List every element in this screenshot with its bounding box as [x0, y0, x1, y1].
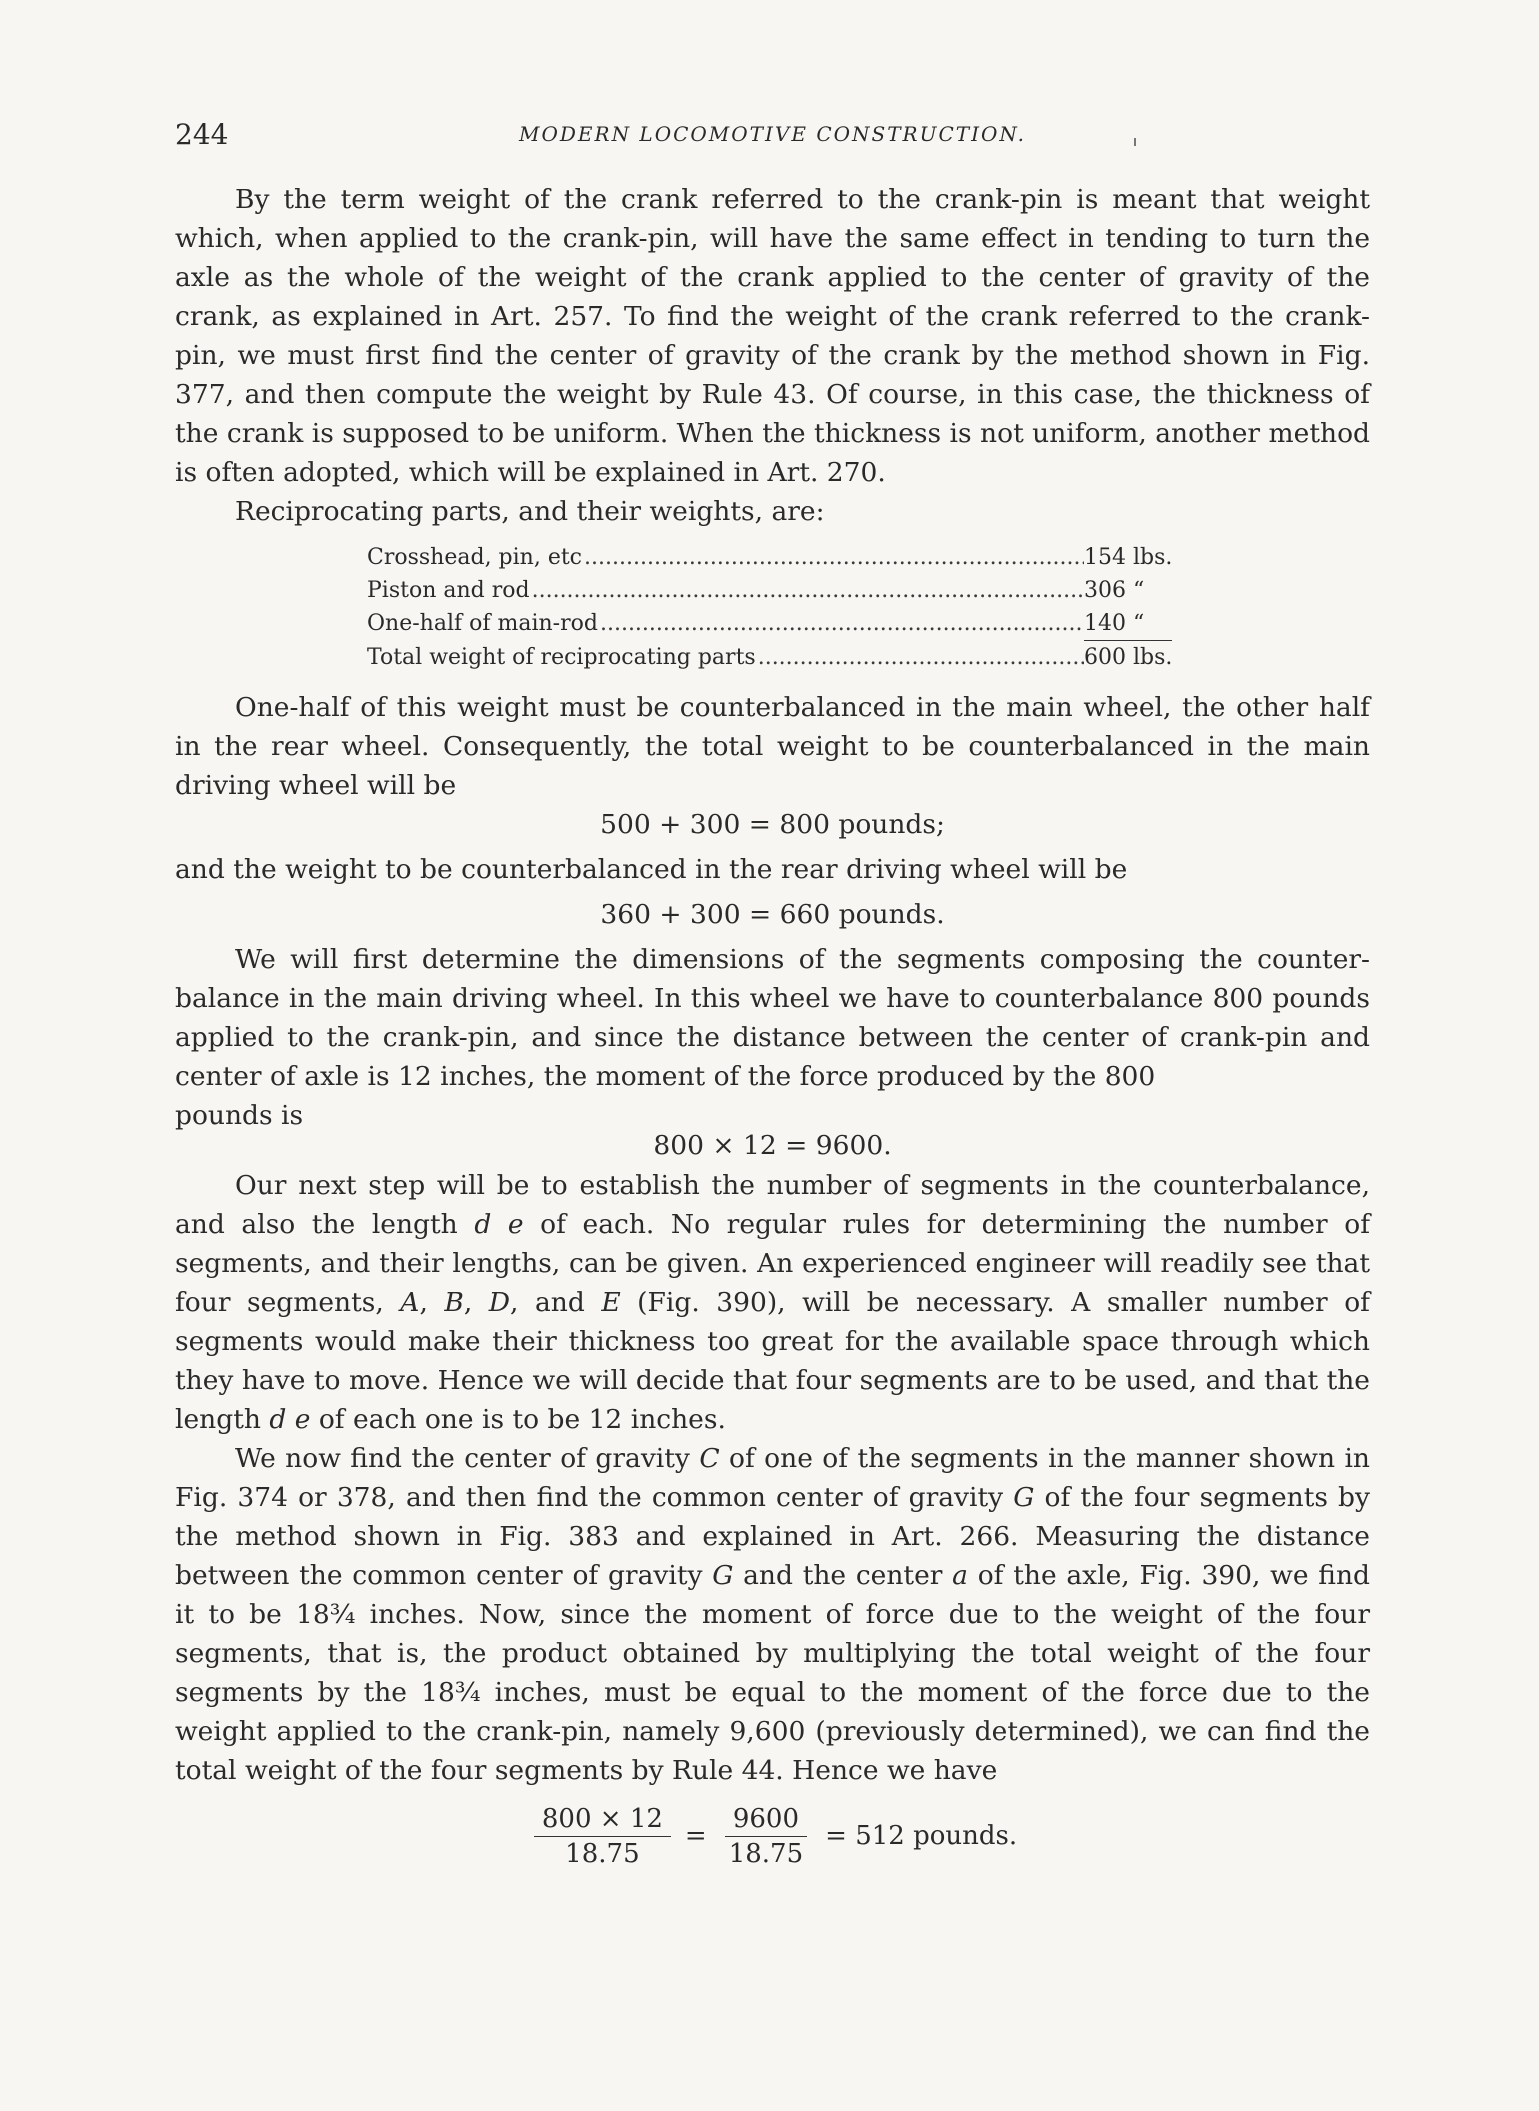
variable-e: E [601, 1287, 621, 1318]
fraction [534, 1802, 671, 1871]
row-amount: 154 lbs. [1084, 545, 1173, 570]
dot-leader [598, 607, 1084, 640]
paragraph-rear-wheel: and the weight to be counterbalanced in the rear driving wheel will be [175, 854, 1128, 885]
moment-line [175, 1096, 1370, 1166]
row-amount: 140 “ [1084, 611, 1145, 636]
variable-g: G [712, 1560, 734, 1591]
running-title: MODERN LOCOMOTIVE CONSTRUCTION. [519, 122, 1026, 146]
paragraph-main-wheel: One-half of this weight must be counterbalanced in the main wheel, the other half in the rear wheel. Consequently, the total weight to be counterbalanced in the main driving wheel will be [175, 692, 1370, 801]
row-label: One-half of main-rod [367, 611, 598, 636]
dot-leader [756, 641, 1084, 674]
equation-segment-weight [175, 1802, 1370, 1871]
variable-d: D [488, 1287, 511, 1318]
denominator: 18.75 [565, 1839, 640, 1869]
numerator: 9600 [725, 1802, 807, 1837]
variable-a-upper: A [400, 1287, 420, 1318]
variable-de: d e [474, 1209, 524, 1240]
paragraph-segments-dimensions: We will first determine the dimensions of the segments composing the counter-balance in the main driving wheel. In this wheel we have to counterbalance 800 pounds applied to the crank-pin, and since the distance between the center of crank-pin and center of axle is 12 inches, the moment of the force produced by the 800 [175, 944, 1370, 1092]
variable-g: G [1013, 1482, 1035, 1513]
fraction [721, 1802, 811, 1871]
row-label: Crosshead, pin, etc [367, 545, 583, 570]
table-row [367, 607, 1172, 640]
table-row [367, 574, 1172, 607]
paragraph-number-of-segments: Our next step will be to establish the number of segments in the counterbalance, and also the length d e of each. No regular rules for determining the number of segments, and their lengths, can be given. An experienced engineer will readily see that four segments, A, B, D, and E (Fig. 390), will be necessary. A smaller number of segments would make their thickness too great for the available space through which they have to move. Hence we will decide that four segments are to be used, and that the length d e of each one is to be 12 inches. [175, 1170, 1371, 1435]
paragraph-reciprocating-parts: Reciprocating parts, and their weights, are: [235, 496, 825, 527]
equation-main-wheel: 500 + 300 = 800 pounds; [600, 809, 945, 840]
equation-result: = 512 pounds. [825, 1821, 1018, 1851]
total-label: Total weight of reciprocating parts [367, 645, 756, 670]
page-body [175, 180, 1370, 1871]
variable-a-lower: a [952, 1560, 968, 1591]
dot-leader [582, 541, 1084, 574]
table-total-row [367, 640, 1172, 674]
dot-leader [530, 574, 1084, 607]
paragraph-crank-weight: By the term weight of the crank referred to the crank-pin is meant that weight which, when applied to the crank-pin, will have the same effect in tending to turn the axle as the whole of the weight of the crank applied to the center of gravity of the crank, as explained in Art. 257. To find the weight of the crank referred to the crank-pin, we must first find the center of gravity of the crank by the method shown in Fig. 377, and then compute the weight by Rule 43. Of course, in this case, the thickness of the crank is supposed to be uniform. When the thickness is not uniform, another method is often adopted, which will be explained in Art. 270. [175, 184, 1370, 488]
page-number: 244 [175, 118, 229, 151]
equation-moment: 800 × 12 = 9600. [653, 1130, 892, 1161]
denominator: 18.75 [728, 1839, 804, 1869]
table-row [367, 541, 1172, 574]
total-amount: 600 lbs. [1084, 640, 1172, 674]
numerator: 800 × 12 [534, 1802, 671, 1837]
equals-sign: = [684, 1821, 707, 1851]
page-header [175, 118, 1370, 154]
variable-c: C [699, 1443, 720, 1474]
paragraph-center-of-gravity: We now find the center of gravity C of one of the segments in the manner shown in Fig. 374 or 378, and then find the common center of gravity G of the four segments by the method shown in Fig. 383 and explained in Art. 266. Measuring the distance between the common center of gravity G and the center a of the axle, Fig. 390, we find it to be 18¾ inches. Now, since the moment of force due to the weight of the four segments, that is, the product obtained by multiplying the total weight of the four segments by the 18¾ inches, must be equal to the moment of the force due to the weight applied to the crank-pin, namely 9,600 (previously determined), we can find the total weight of the four segments by Rule 44. Hence we have [175, 1443, 1371, 1786]
variable-de: d e [269, 1404, 311, 1435]
row-label: Piston and rod [367, 578, 530, 603]
variable-b: B [444, 1287, 464, 1318]
paragraph-end-text: pounds is [175, 1100, 304, 1131]
row-amount: 306 “ [1084, 578, 1145, 603]
equation-rear-wheel: 360 + 300 = 660 pounds. [600, 899, 945, 930]
weights-table [367, 541, 1172, 674]
